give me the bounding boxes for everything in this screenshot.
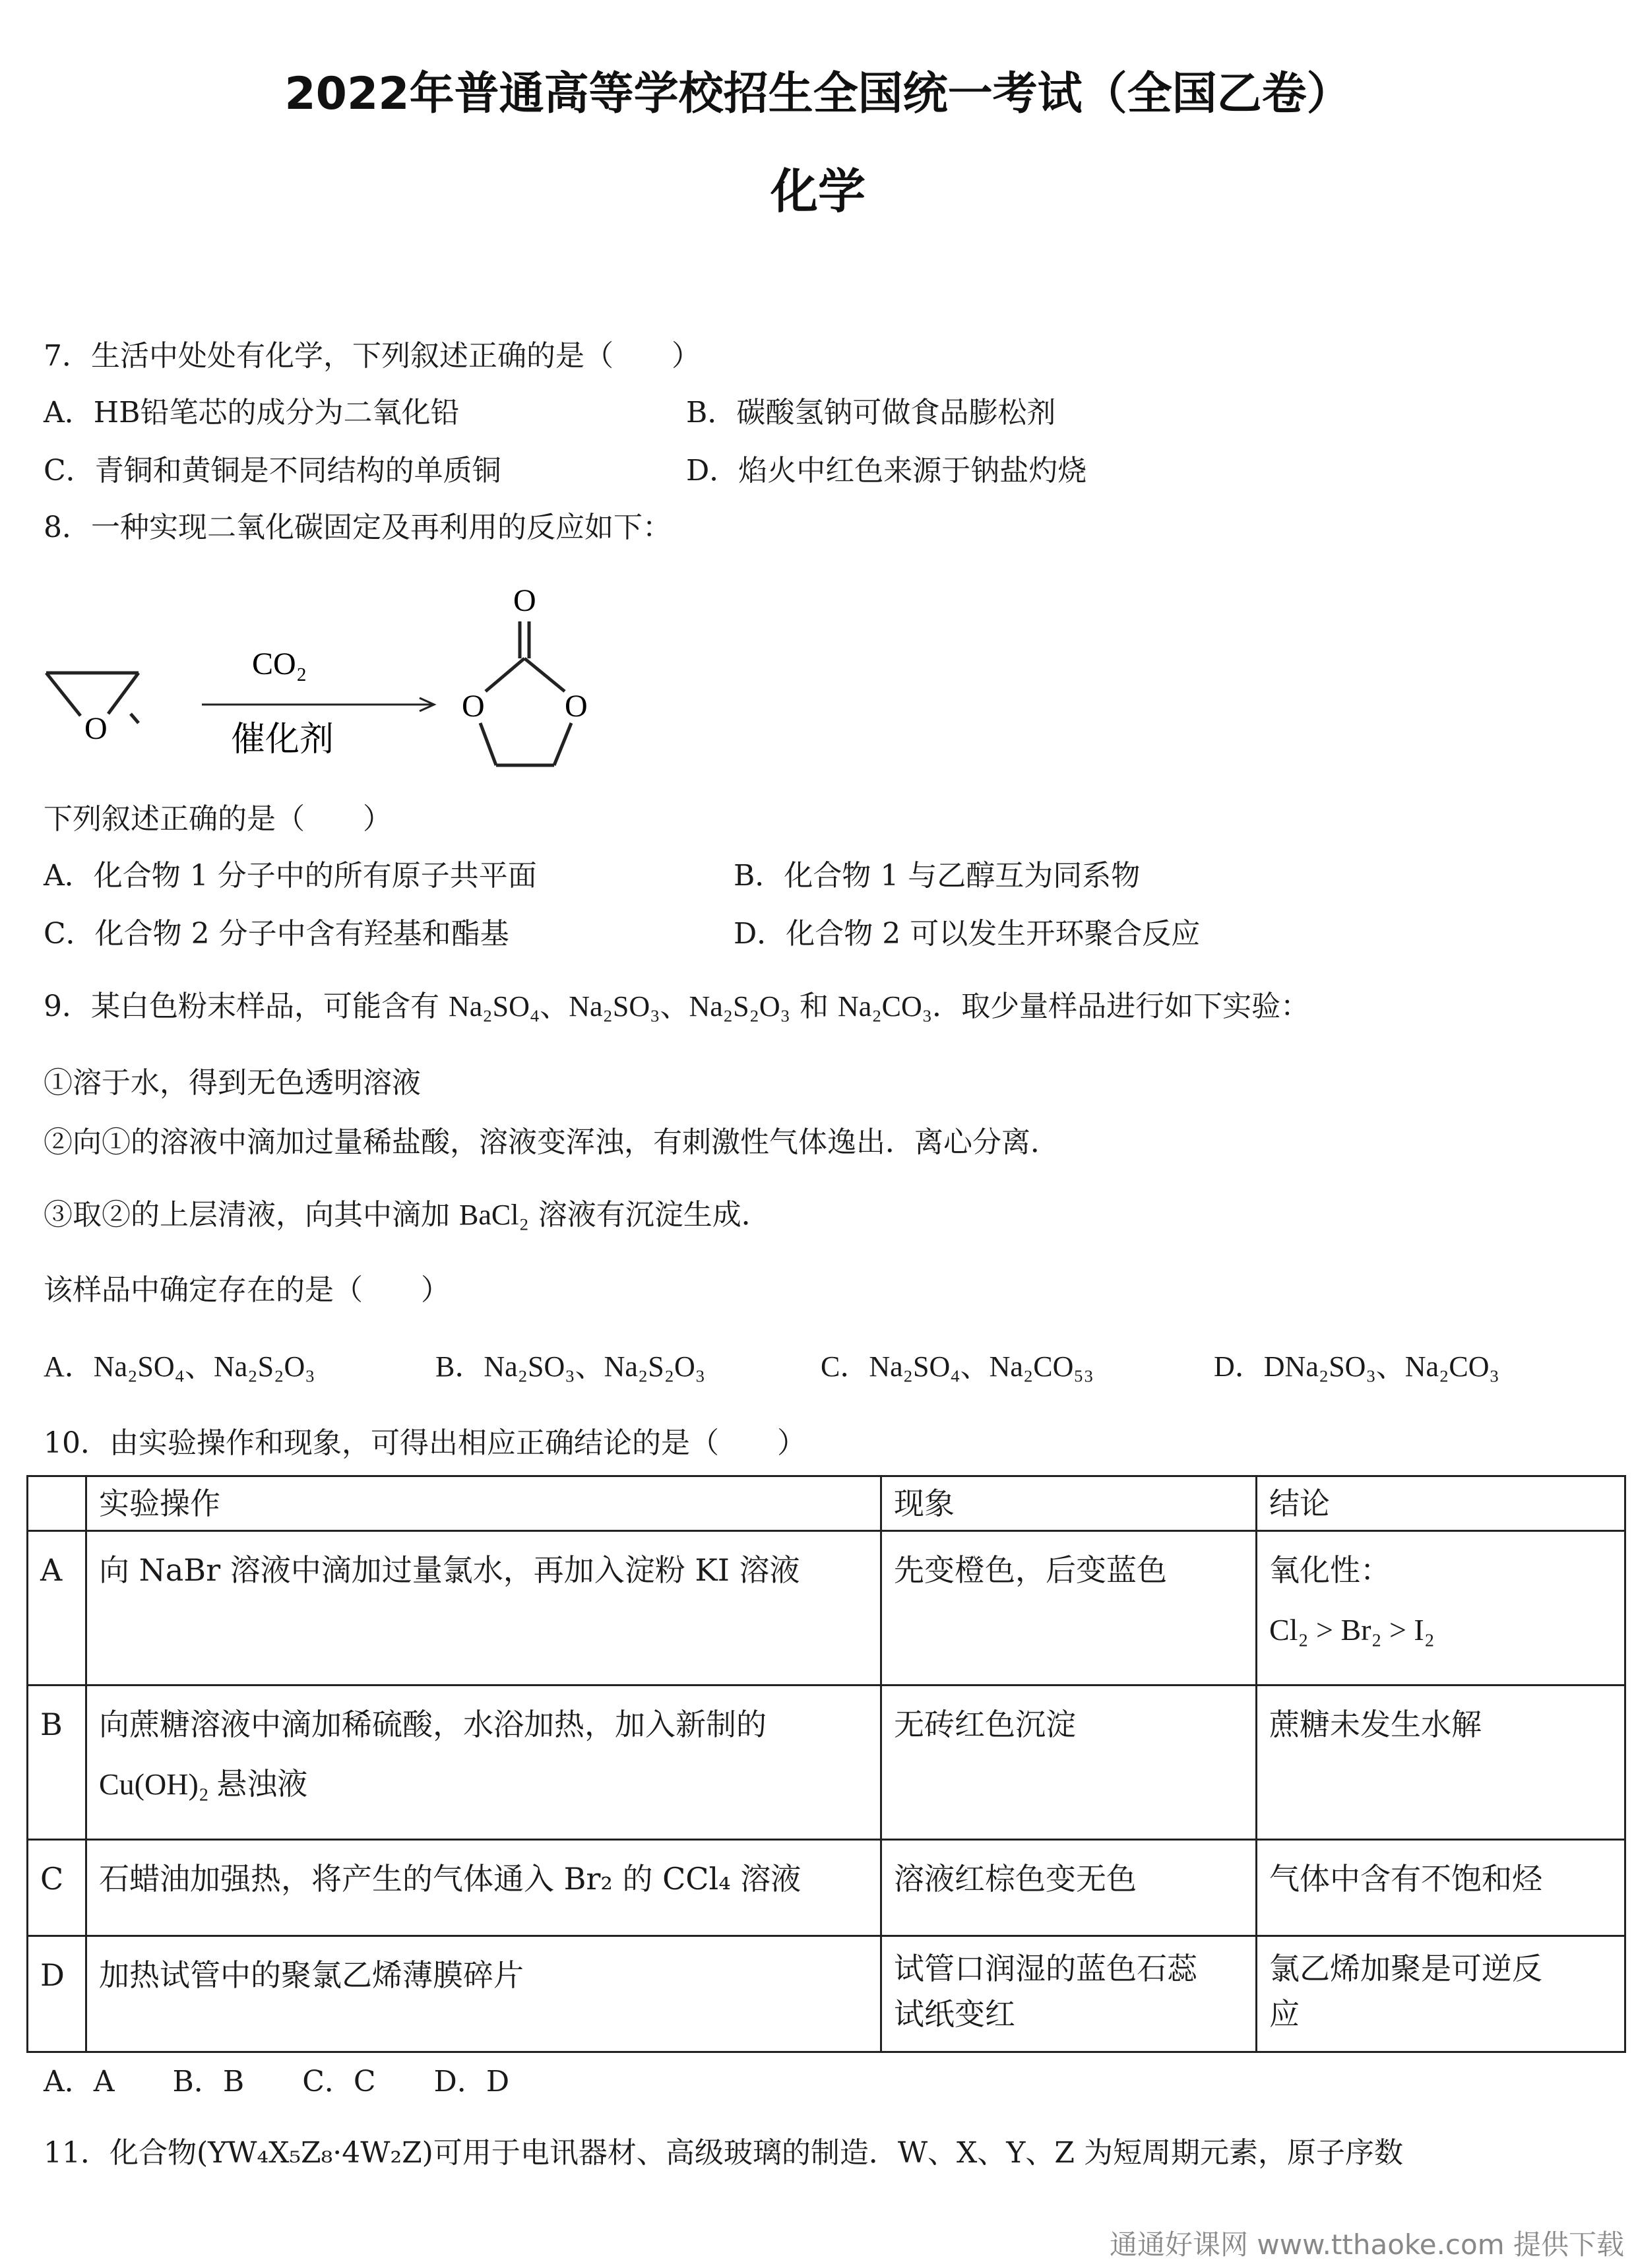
watermark-footer: 通通好课网 www.tthaoke.com 提供下载 <box>1110 2228 1624 2261</box>
q9-step-3 <box>44 1198 771 1233</box>
row-phenomenon: 先变橙色，后变蓝色 <box>881 1531 1257 1685</box>
phenomenon-line-2: 试纸变红 <box>894 1996 1015 2032</box>
header-operation: 实验操作 <box>86 1476 881 1531</box>
header-label <box>28 1476 86 1531</box>
cyclic-carbonate-structure <box>480 621 571 765</box>
q9-option-a: A．Na₂SO₄、Na₂S₂O₃ <box>44 1350 315 1383</box>
row-phenomenon: 溶液红棕色变无色 <box>881 1840 1257 1936</box>
formula-na2so4: Na₂SO₄ <box>448 990 540 1023</box>
q9-stem-prefix: 9．某白色粉末样品，可能含有 <box>44 990 449 1023</box>
q9-question: 该样品中确定存在的是（ ） <box>44 1273 450 1307</box>
table-row <box>28 1531 1625 1685</box>
table-header-row <box>28 1476 1625 1531</box>
row-conclusion: 蔗糖未发生水解 <box>1257 1685 1625 1840</box>
row-operation: 石蜡油加强热，将产生的气体通入 Br₂ 的 CCl₄ 溶液 <box>86 1840 881 1936</box>
table-row <box>28 1936 1625 2052</box>
q9-step-1: ①溶于水，得到无色透明溶液 <box>44 1066 421 1100</box>
q8-option-d: D．化合物 2 可以发生开环聚合反应 <box>734 917 1201 951</box>
q9-step3-prefix: ③取②的上层清液，向其中滴加 <box>44 1198 459 1232</box>
reagent-co2: CO₂ <box>252 646 307 681</box>
q7-option-a: A．HB铅笔芯的成分为二氧化铅 <box>44 396 460 429</box>
catalyst-label: 催化剂 <box>231 720 334 759</box>
table-row <box>28 1840 1625 1936</box>
q9-step-2: ②向①的溶液中滴加过量稀盐酸，溶液变浑浊，有刺激性气体逸出．离心分离． <box>44 1125 1059 1159</box>
operation-line-1: 向蔗糖溶液中滴加稀硫酸，水浴加热，加入新制的 <box>99 1707 767 1743</box>
q10-options: A．A B．B C．C D．D <box>44 2065 510 2098</box>
q9-step3-suffix: 溶液有沉淀生成． <box>528 1198 771 1232</box>
experiment-table <box>26 1475 1626 2053</box>
reaction-scheme <box>40 574 633 792</box>
subject-title: 化学 <box>770 164 865 219</box>
row-phenomenon: 无砖红色沉淀 <box>881 1685 1257 1840</box>
q8-option-a: A．化合物 1 分子中的所有原子共平面 <box>44 859 537 893</box>
conclusion-line-2: 应 <box>1269 1996 1300 2032</box>
header-phenomenon: 现象 <box>881 1476 1257 1531</box>
q7-stem: 7．生活中处处有化学，下列叙述正确的是（ ） <box>44 339 701 373</box>
row-conclusion <box>1257 1531 1625 1685</box>
q8-option-c: C．化合物 2 分子中含有羟基和酯基 <box>44 917 509 951</box>
q9-stem: 9．某白色粉末样品，可能含有 Na₂SO₄、Na₂SO₃、Na₂S₂O₃ 和 Na₂CO₃．取少量样品进行如下实验： <box>44 990 1310 1023</box>
q10-stem: 10．由实验操作和现象，可得出相应正确结论的是（ ） <box>44 1426 806 1460</box>
ring-o-right-label: O <box>565 689 588 724</box>
conclusion-line-1: 氯乙烯加聚是可逆反 <box>1269 1951 1542 1987</box>
q8-option-b: B．化合物 1 与乙醇互为同系物 <box>734 859 1141 893</box>
row-conclusion <box>1257 1936 1625 2052</box>
row-phenomenon <box>881 1936 1257 2052</box>
operation-line-2: Cu(OH)₂ 悬浊液 <box>99 1767 308 1802</box>
phenomenon-line-1: 试管口润湿的蓝色石蕊 <box>894 1951 1197 1987</box>
row-operation: 加热试管中的聚氯乙烯薄膜碎片 <box>86 1936 881 2052</box>
header-conclusion: 结论 <box>1257 1476 1625 1531</box>
formula-na2so3: Na₂SO₃ <box>569 990 660 1023</box>
exam-title: 2022年普通高等学校招生全国统一考试（全国乙卷） <box>284 68 1352 120</box>
row-conclusion: 气体中含有不饱和烃 <box>1257 1840 1625 1936</box>
formula-na2s2o3: Na₂S₂O₃ <box>689 990 791 1023</box>
q11-stem: 11．化合物(YW₄X₅Z₈·4W₂Z)可用于电讯器材、高级玻璃的制造．W、X、Y、Z 为短周期元素，原子序数 <box>44 2136 1403 2170</box>
carbonyl-o-label: O <box>513 583 536 618</box>
q7-option-c: C．青铜和黄铜是不同结构的单质铜 <box>44 454 501 488</box>
q9-stem-suffix: ．取少量样品进行如下实验： <box>932 990 1310 1023</box>
q7-option-b: B．碳酸氢钠可做食品膨松剂 <box>686 396 1056 429</box>
q7-option-d: D．焰火中红色来源于钠盐灼烧 <box>686 454 1087 488</box>
formula-na2co3: Na₂CO₃ <box>838 990 933 1023</box>
q9-option-d: D．DNa₂SO₃、Na₂CO₃ <box>1214 1350 1499 1383</box>
q9-option-b: B．Na₂SO₃、Na₂S₂O₃ <box>435 1350 706 1383</box>
reaction-arrow <box>202 698 434 711</box>
table-row <box>28 1685 1625 1840</box>
row-label: A <box>28 1531 86 1685</box>
conclusion-line-1: 氧化性： <box>1269 1552 1391 1589</box>
row-label: C <box>28 1840 86 1936</box>
epoxide-o-label: O <box>84 711 108 746</box>
q8-question: 下列叙述正确的是（ ） <box>44 802 392 836</box>
ring-o-left-label: O <box>462 689 485 724</box>
row-label: B <box>28 1685 86 1840</box>
row-operation: 向 NaBr 溶液中滴加过量氯水，再加入淀粉 KI 溶液 <box>86 1531 881 1685</box>
row-operation <box>86 1685 881 1840</box>
conclusion-line-2: Cl₂ > Br₂ > I₂ <box>1269 1613 1435 1647</box>
q8-stem: 8．一种实现二氧化碳固定及再利用的反应如下： <box>44 511 672 544</box>
formula-bacl2: BaCl₂ <box>459 1199 529 1231</box>
q9-option-c: C．Na₂SO₄、Na₂CO₅₃ <box>821 1350 1094 1383</box>
row-label: D <box>28 1936 86 2052</box>
